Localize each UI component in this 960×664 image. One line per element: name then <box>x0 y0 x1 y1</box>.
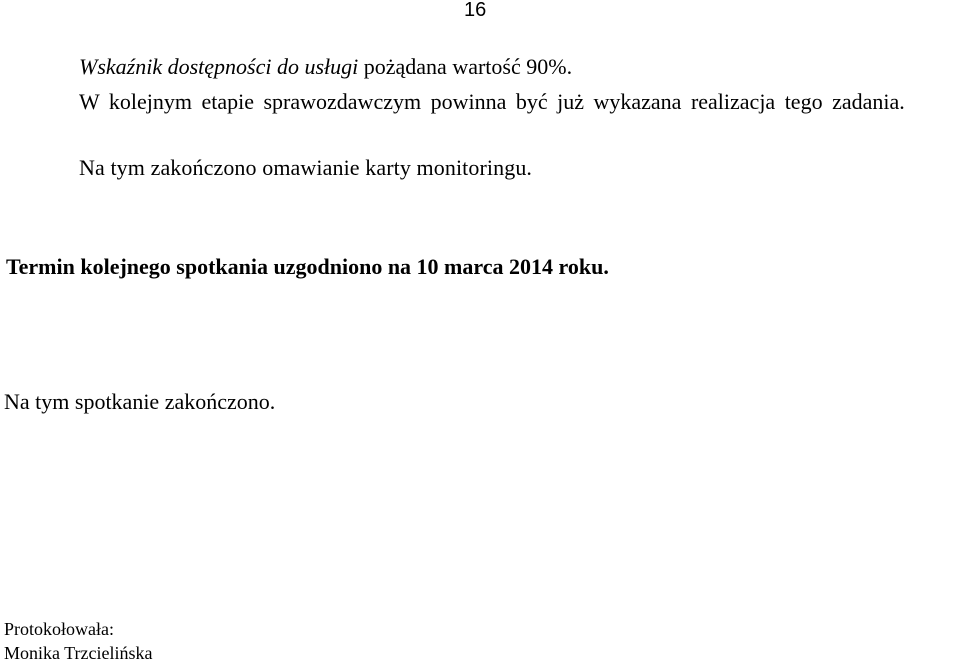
indicator-text: pożądana wartość 90%. <box>358 54 573 79</box>
signature-name: Monika Trzcielińska <box>4 643 153 663</box>
end-monitoring-paragraph: Na tym zakończono omawianie karty monitoringu. <box>79 155 533 180</box>
meeting-closed-paragraph: Na tym spotkanie zakończono. <box>4 389 276 414</box>
indicator-paragraph <box>79 53 572 81</box>
indicator-label: Wskaźnik dostępności do usługi <box>79 54 359 79</box>
signature-label: Protokołowała: <box>4 619 114 639</box>
next-stage-paragraph: W kolejnym etapie sprawozdawczym powinna być już wykazana realizacja tego zadania. <box>79 89 905 114</box>
page-number: 16 <box>464 0 487 21</box>
next-meeting-paragraph: Termin kolejnego spotkania uzgodniono na 10 marca 2014 roku. <box>6 254 609 279</box>
